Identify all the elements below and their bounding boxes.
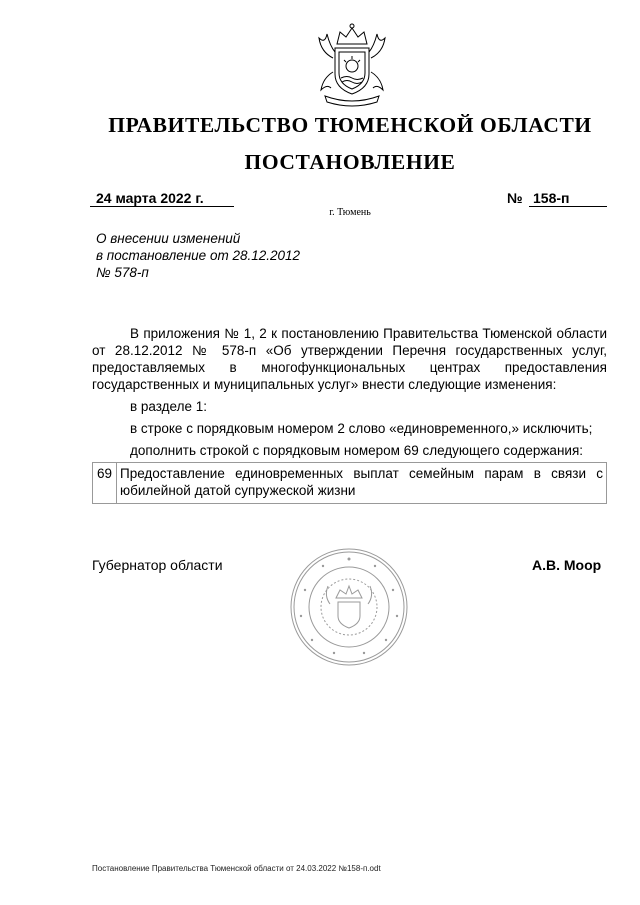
inserted-row-table (92, 462, 607, 504)
number-sign: № (507, 190, 523, 206)
subject-line: № 578-п (96, 265, 149, 280)
table-row (93, 463, 607, 504)
coat-of-arms-icon (297, 22, 407, 108)
service-name-cell: Предоставление единовременных выплат семейным парам в связи с юбилейной датой супружеской жизни (117, 463, 607, 504)
government-title: ПРАВИТЕЛЬСТВО ТЮМЕНСКОЙ ОБЛАСТИ (108, 113, 592, 137)
footer-filename: Постановление Правительства Тюменской области от 24.03.2022 №158-п.odt (92, 864, 381, 873)
intro-paragraph: В приложения № 1, 2 к постановлению Правительства Тюменской области от 28.12.2012 № 578-п «Об утверждении Перечня государственных услуг, предоставляемых в многофункциональных центрах предоставления государственных и муниципальных услуг» внести следующие изменения: (92, 326, 607, 392)
city-label: г. Тюмень (329, 207, 371, 218)
signatory-position: Губернатор области (92, 557, 223, 573)
decree-body (92, 325, 607, 459)
document-type-title: ПОСТАНОВЛЕНИЕ (244, 150, 456, 174)
amendment-item: дополнить строкой с порядковым номером 69 следующего содержания: (130, 443, 584, 458)
section-paragraph: в разделе 1: (130, 399, 208, 414)
amendment-item: в строке с порядковым номером 2 слово «единовременного,» исключить; (130, 421, 593, 436)
subject-line: О внесении изменений (96, 231, 241, 246)
decree-number: 158-п (529, 190, 607, 207)
signatory-name: А.В. Моор (532, 557, 602, 573)
decree-date: 24 марта 2022 г. (90, 190, 234, 207)
decree-subject (96, 230, 300, 281)
official-seal-icon (288, 546, 410, 668)
row-number-cell: 69 (93, 463, 117, 504)
subject-line: в постановление от 28.12.2012 (96, 248, 301, 263)
